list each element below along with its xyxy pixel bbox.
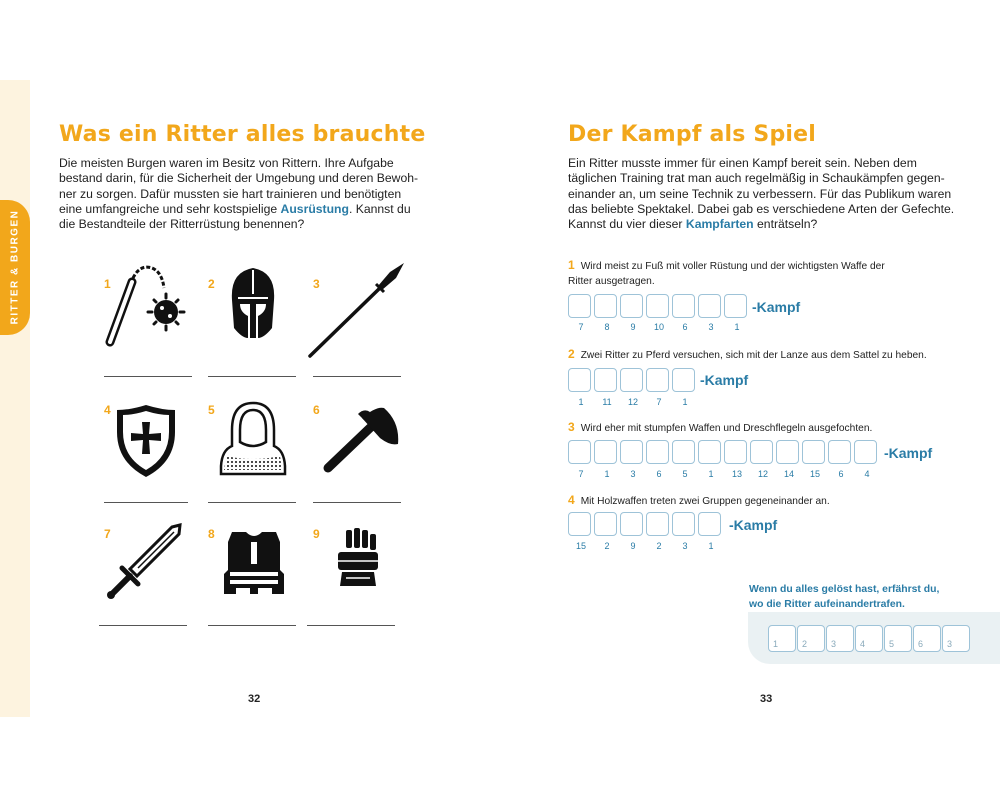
left-intro: Die meisten Burgen waren im Besitz von Rittern. Ihre Aufgabe bestand darin, für die Sicherheit der Umgebung und deren Bewoh- ner zu sorgen. Dafür mussten sie hart trainieren und benötigten eine umfangreiche und sehr kostspielige Ausrüstung. Kannst du die Bestandteile der Ritterrüstung benennen? xyxy=(59,156,419,232)
letter-box[interactable] xyxy=(568,440,591,464)
letter-box[interactable] xyxy=(568,512,591,536)
answer-boxes-4[interactable] xyxy=(568,512,724,536)
letter-box[interactable] xyxy=(828,440,851,464)
helmet-icon xyxy=(228,264,278,344)
clue-number: 4 xyxy=(568,493,575,507)
letter-box[interactable] xyxy=(620,294,643,318)
letter-box[interactable] xyxy=(594,512,617,536)
answer-line[interactable] xyxy=(99,625,187,626)
chapter-tab xyxy=(0,200,30,335)
answer-line[interactable] xyxy=(313,502,401,503)
code-row-2: 1 11 12 7 1 xyxy=(578,397,688,407)
letter-box[interactable] xyxy=(620,368,643,392)
item-number: 4 xyxy=(104,403,111,417)
letter-box[interactable] xyxy=(698,512,721,536)
solution-box[interactable]: 1 xyxy=(768,625,796,652)
right-page-title: Der Kampf als Spiel xyxy=(568,122,817,147)
letter-box[interactable] xyxy=(620,512,643,536)
code-row-3: 7 1 3 6 5 1 13 12 14 15 6 4 xyxy=(578,469,870,479)
gauntlet-icon xyxy=(336,528,380,588)
item-number: 2 xyxy=(208,277,215,291)
letter-box[interactable] xyxy=(672,368,695,392)
answer-boxes-2[interactable] xyxy=(568,368,698,392)
side-strip xyxy=(0,80,30,717)
kampf-suffix: -Kampf xyxy=(884,445,933,461)
solution-box[interactable]: 3 xyxy=(826,625,854,652)
clue-3: 3 Wird eher mit stumpfen Waffen und Dreschflegeln ausgefochten. xyxy=(568,420,873,434)
answer-boxes-3[interactable] xyxy=(568,440,880,464)
letter-box[interactable] xyxy=(646,294,669,318)
answer-boxes-1[interactable] xyxy=(568,294,750,318)
answer-line[interactable] xyxy=(313,376,401,377)
clue-number: 2 xyxy=(568,347,575,361)
solution-box[interactable]: 3 xyxy=(942,625,970,652)
answer-line[interactable] xyxy=(208,502,296,503)
letter-box[interactable] xyxy=(724,440,747,464)
item-number: 1 xyxy=(104,277,111,291)
letter-box[interactable] xyxy=(802,440,825,464)
code-row-4: 15 2 9 2 3 1 xyxy=(575,541,714,551)
kampf-suffix: -Kampf xyxy=(729,517,778,533)
chapter-tab-label: RITTER & BURGEN xyxy=(9,209,21,325)
item-number: 7 xyxy=(104,527,111,541)
kampf-suffix: -Kampf xyxy=(700,372,749,388)
sword-icon xyxy=(104,522,184,602)
kampf-suffix: -Kampf xyxy=(752,299,801,315)
answer-line[interactable] xyxy=(104,502,188,503)
chainmail-hood-icon xyxy=(218,400,288,478)
breastplate-icon xyxy=(222,530,286,596)
item-number: 6 xyxy=(313,403,320,417)
flail-icon xyxy=(100,260,192,352)
letter-box[interactable] xyxy=(698,440,721,464)
right-intro: Ein Ritter musste immer für einen Kampf bereit sein. Neben dem täglichen Training trat man auch regelmäßig in Schaukämpfen gegen- einander an, um seine Technik zu verbessern. Für das Publikum waren das beliebte Spektakel. Dabei gab es verschiedene Arten der Gefechte. Kannst du vier dieser Kampfarten enträtseln? xyxy=(568,156,955,232)
solution-box[interactable]: 6 xyxy=(913,625,941,652)
item-number: 9 xyxy=(313,527,320,541)
letter-box[interactable] xyxy=(594,440,617,464)
letter-box[interactable] xyxy=(594,368,617,392)
solution-box[interactable]: 2 xyxy=(797,625,825,652)
item-number: 8 xyxy=(208,527,215,541)
clue-number: 1 xyxy=(568,258,575,272)
solution-boxes[interactable] xyxy=(768,625,971,652)
answer-line[interactable] xyxy=(208,376,296,377)
letter-box[interactable] xyxy=(646,512,669,536)
solution-prompt: Wenn du alles gelöst hast, erfährst du, wo die Ritter aufeinandertrafen. xyxy=(749,584,940,610)
clue-number: 3 xyxy=(568,420,575,434)
shield-icon xyxy=(114,402,178,480)
solution-box[interactable]: 5 xyxy=(884,625,912,652)
highlight-kampfarten: Kampfarten xyxy=(685,217,754,232)
clue-1: 1 Wird meist zu Fuß mit voller Rüstung und der wichtigsten Waffe der Ritter ausgetragen. xyxy=(568,258,885,287)
answer-line[interactable] xyxy=(104,376,192,377)
letter-box[interactable] xyxy=(698,294,721,318)
letter-box[interactable] xyxy=(568,294,591,318)
spear-icon xyxy=(304,260,408,364)
item-number: 5 xyxy=(208,403,215,417)
answer-line[interactable] xyxy=(307,625,395,626)
clue-4: 4 Mit Holzwaffen treten zwei Gruppen gegeneinander an. xyxy=(568,493,830,507)
letter-box[interactable] xyxy=(672,294,695,318)
left-page-title: Was ein Ritter alles brauchte xyxy=(59,122,426,147)
letter-box[interactable] xyxy=(672,440,695,464)
letter-box[interactable] xyxy=(854,440,877,464)
answer-line[interactable] xyxy=(208,625,296,626)
letter-box[interactable] xyxy=(672,512,695,536)
solution-box[interactable]: 4 xyxy=(855,625,883,652)
letter-box[interactable] xyxy=(750,440,773,464)
letter-box[interactable] xyxy=(620,440,643,464)
letter-box[interactable] xyxy=(594,294,617,318)
axe-icon xyxy=(320,404,402,476)
letter-box[interactable] xyxy=(568,368,591,392)
letter-box[interactable] xyxy=(776,440,799,464)
item-number: 3 xyxy=(313,277,320,291)
code-row-1: 7 8 9 10 6 3 1 xyxy=(578,322,740,332)
letter-box[interactable] xyxy=(646,440,669,464)
highlight-ausruestung: Ausrüstung xyxy=(280,201,349,216)
page-number-left: 32 xyxy=(248,693,261,705)
letter-box[interactable] xyxy=(646,368,669,392)
letter-box[interactable] xyxy=(724,294,747,318)
page-number-right: 33 xyxy=(760,693,773,705)
clue-2: 2 Zwei Ritter zu Pferd versuchen, sich mit der Lanze aus dem Sattel zu heben. xyxy=(568,347,927,361)
